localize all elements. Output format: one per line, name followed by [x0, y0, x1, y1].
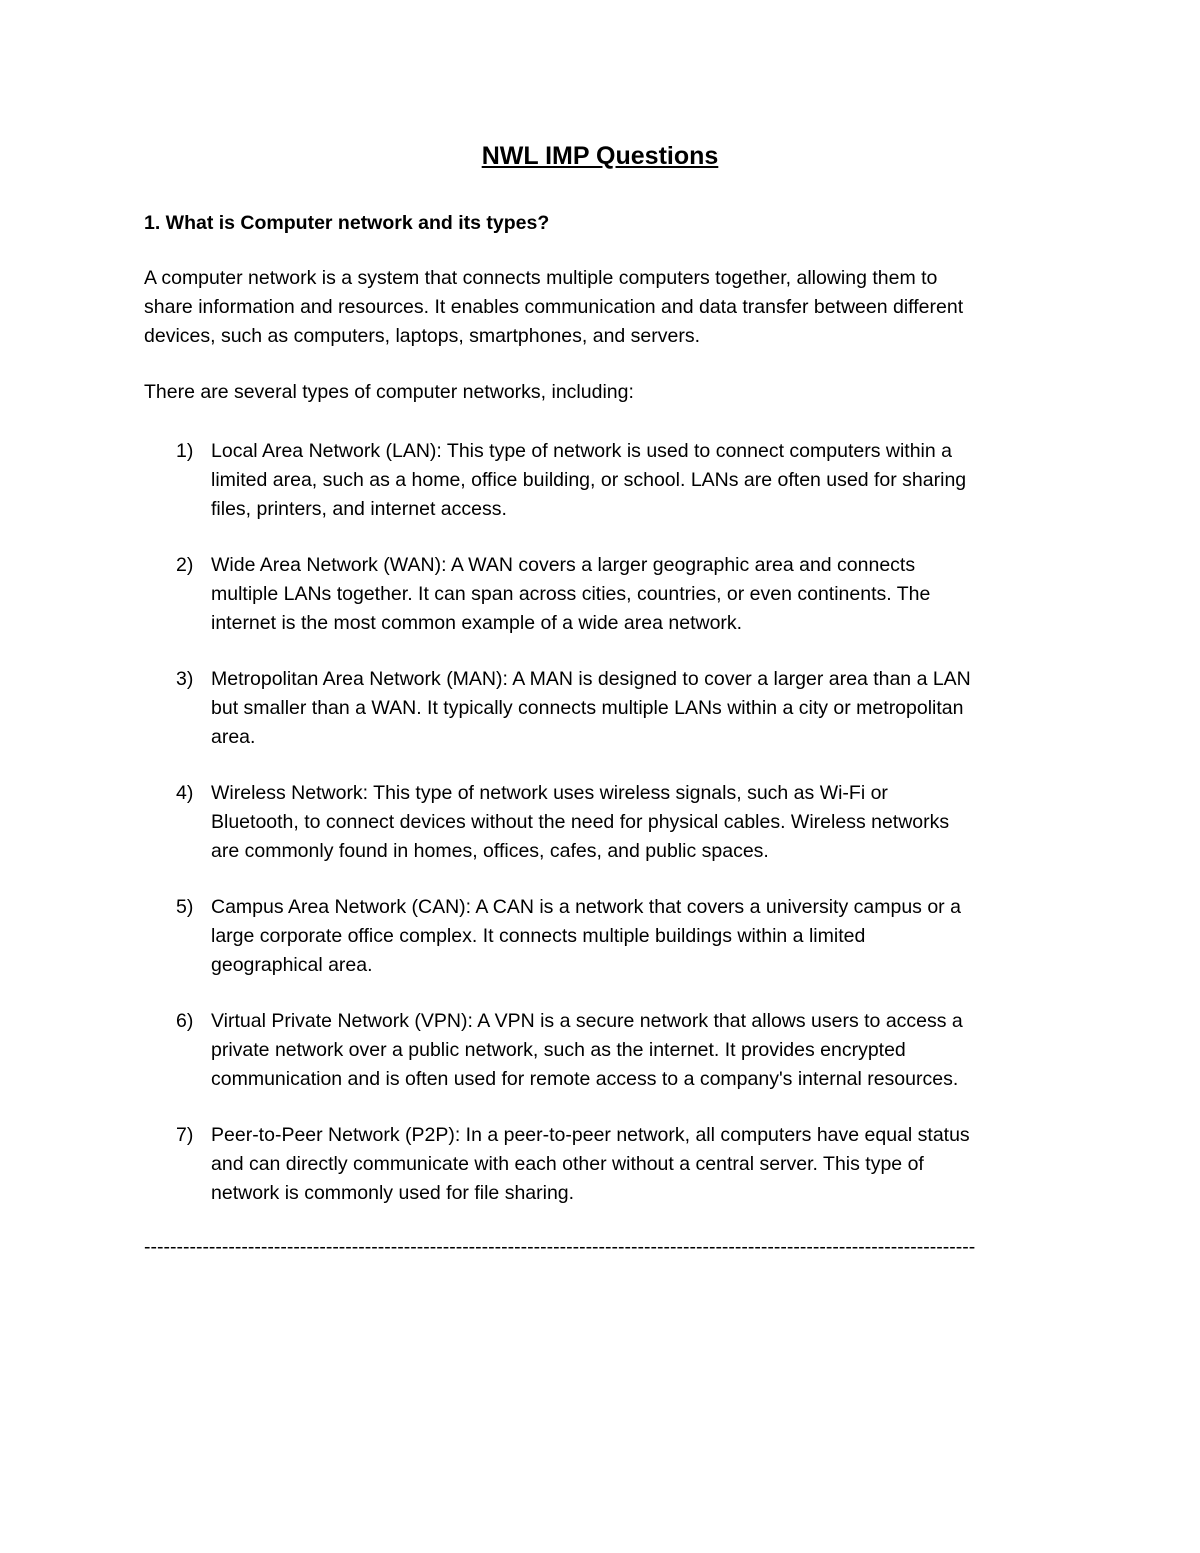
list-item-number: 5) — [176, 896, 194, 918]
list-item-line: Campus Area Network (CAN): A CAN is a network that covers a university campus or a — [211, 896, 961, 918]
list-item-line: private network over a public network, such as the internet. It provides encrypted — [211, 1039, 906, 1061]
list-item-line: but smaller than a WAN. It typically connects multiple LANs within a city or metropolitan — [211, 697, 964, 719]
list-item-number: 2) — [176, 554, 194, 576]
list-item-number: 4) — [176, 782, 194, 804]
list-item-text — [211, 1121, 970, 1208]
section-divider: -------------------------------------------------------------------------------------------------------------------------------- — [144, 1236, 976, 1258]
question-heading: 1. What is Computer network and its types? — [144, 212, 550, 234]
list-item-line: Bluetooth, to connect devices without the need for physical cables. Wireless networks — [211, 811, 950, 833]
types-intro: There are several types of computer networks, including: — [144, 381, 634, 403]
list-item-number: 7) — [176, 1124, 194, 1146]
list-item-number: 6) — [176, 1010, 194, 1032]
list-item-line: Wide Area Network (WAN): A WAN covers a larger geographic area and connects — [211, 554, 916, 576]
intro-line: share information and resources. It enables communication and data transfer between different — [144, 296, 964, 318]
intro-line: A computer network is a system that connects multiple computers together, allowing them to — [144, 267, 938, 289]
list-item-line: Wireless Network: This type of network uses wireless signals, such as Wi-Fi or — [211, 782, 888, 804]
list-item-line: Local Area Network (LAN): This type of network is used to connect computers within a — [211, 440, 952, 462]
list-item-text — [211, 665, 971, 752]
list-item-line: area. — [211, 726, 256, 748]
list-item-line: communication and is often used for remote access to a company's internal resources. — [211, 1068, 959, 1090]
list-item-text — [211, 437, 966, 524]
list-item-number: 3) — [176, 668, 194, 690]
list-item-text — [211, 1007, 963, 1094]
list-item-line: files, printers, and internet access. — [211, 498, 507, 520]
intro-line: devices, such as computers, laptops, smartphones, and servers. — [144, 325, 701, 347]
list-item-line: internet is the most common example of a wide area network. — [211, 612, 743, 634]
list-item-line: limited area, such as a home, office building, or school. LANs are often used for sharing — [211, 469, 967, 491]
list-item-line: are commonly found in homes, offices, cafes, and public spaces. — [211, 840, 769, 862]
list-item-number: 1) — [176, 440, 194, 462]
list-item-line: large corporate office complex. It connects multiple buildings within a limited — [211, 925, 866, 947]
intro-paragraph — [144, 264, 1064, 351]
list-item-line: multiple LANs together. It can span across cities, countries, or even continents. The — [211, 583, 931, 605]
list-item-line: and can directly communicate with each other without a central server. This type of — [211, 1153, 924, 1175]
list-item-line: Metropolitan Area Network (MAN): A MAN is designed to cover a larger area than a LAN — [211, 668, 971, 690]
document-title: NWL IMP Questions — [481, 142, 719, 170]
list-item-text — [211, 893, 961, 980]
list-item-line: network is commonly used for file sharing. — [211, 1182, 575, 1204]
list-item-line: Peer-to-Peer Network (P2P): In a peer-to-peer network, all computers have equal status — [211, 1124, 970, 1146]
list-item-text — [211, 551, 930, 638]
list-item-line: Virtual Private Network (VPN): A VPN is a secure network that allows users to access a — [211, 1010, 963, 1032]
list-item-line: geographical area. — [211, 954, 373, 976]
list-item-text — [211, 779, 949, 866]
